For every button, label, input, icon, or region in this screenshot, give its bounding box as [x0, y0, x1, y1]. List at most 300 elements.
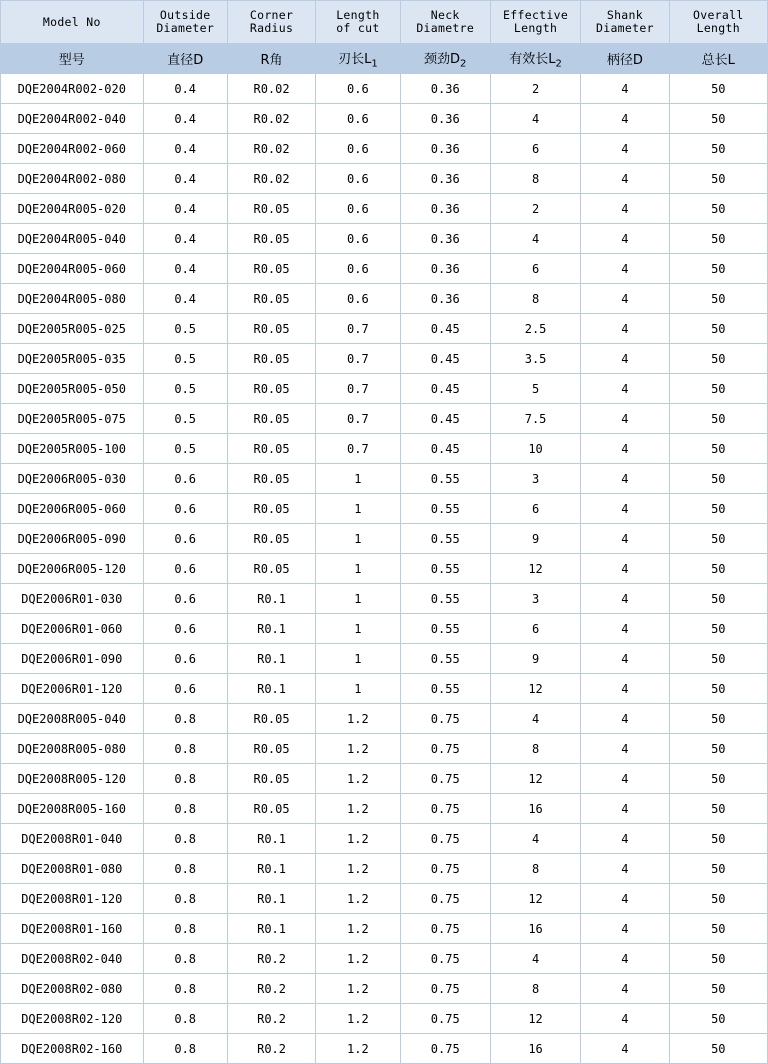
table-row [1, 134, 768, 164]
table-cell: 0.8 [143, 974, 227, 1004]
cell-model-no: DQE2004R005-060 [1, 254, 144, 284]
table-cell: 7.5 [490, 404, 580, 434]
table-cell: 1 [316, 524, 400, 554]
table-cell: 4 [581, 164, 669, 194]
table-cell: 12 [490, 674, 580, 704]
column-header-en-4 [400, 1, 490, 44]
table-cell: 50 [669, 554, 767, 584]
column-header-en-line: Length [513, 21, 558, 35]
table-cell: R0.05 [227, 524, 315, 554]
cell-model-no: DQE2005R005-050 [1, 374, 144, 404]
table-cell: 12 [490, 554, 580, 584]
table-cell: R0.2 [227, 944, 315, 974]
table-cell: 4 [581, 914, 669, 944]
table-cell: 4 [581, 764, 669, 794]
table-cell: 50 [669, 1034, 767, 1064]
cell-model-no: DQE2006R005-030 [1, 464, 144, 494]
table-cell: 4 [581, 284, 669, 314]
table-cell: 4 [581, 404, 669, 434]
table-row [1, 824, 768, 854]
table-cell: 8 [490, 284, 580, 314]
table-cell: 4 [581, 344, 669, 374]
table-cell: 1.2 [316, 974, 400, 1004]
table-cell: 0.45 [400, 404, 490, 434]
column-header-cn-text: 直径D [167, 53, 204, 68]
table-cell: 4 [581, 554, 669, 584]
table-cell: 0.7 [316, 374, 400, 404]
table-row [1, 374, 768, 404]
table-cell: 3 [490, 584, 580, 614]
cell-model-no: DQE2008R02-040 [1, 944, 144, 974]
column-header-en-line: Overall [693, 8, 744, 22]
table-cell: R0.2 [227, 974, 315, 1004]
table-cell: 1 [316, 494, 400, 524]
table-cell: 1 [316, 614, 400, 644]
table-cell: 0.7 [316, 404, 400, 434]
table-row [1, 854, 768, 884]
table-cell: 0.6 [143, 464, 227, 494]
table-row [1, 164, 768, 194]
table-cell: R0.05 [227, 224, 315, 254]
column-header-en-line: Outside [159, 8, 211, 22]
table-cell: 50 [669, 1004, 767, 1034]
table-cell: 4 [581, 434, 669, 464]
table-cell: 0.75 [400, 794, 490, 824]
table-row [1, 674, 768, 704]
table-cell: R0.05 [227, 314, 315, 344]
column-header-en-2 [227, 1, 315, 44]
table-cell: R0.2 [227, 1004, 315, 1034]
table-cell: R0.05 [227, 494, 315, 524]
table-row [1, 974, 768, 1004]
table-cell: 4 [581, 824, 669, 854]
table-cell: 0.55 [400, 584, 490, 614]
cell-model-no: DQE2005R005-035 [1, 344, 144, 374]
table-row [1, 644, 768, 674]
table-cell: 12 [490, 764, 580, 794]
table-cell: 50 [669, 344, 767, 374]
table-cell: 4 [581, 584, 669, 614]
table-cell: 0.5 [143, 344, 227, 374]
table-cell: 0.6 [143, 584, 227, 614]
table-cell: 50 [669, 944, 767, 974]
cell-model-no: DQE2008R005-040 [1, 704, 144, 734]
table-cell: 0.5 [143, 314, 227, 344]
table-row [1, 524, 768, 554]
table-cell: 0.8 [143, 794, 227, 824]
cell-model-no: DQE2008R01-080 [1, 854, 144, 884]
table-cell: R0.05 [227, 194, 315, 224]
table-cell: 4 [581, 224, 669, 254]
table-row [1, 584, 768, 614]
table-cell: 3 [490, 464, 580, 494]
table-cell: 50 [669, 584, 767, 614]
column-header-cn-0 [1, 44, 144, 74]
table-cell: 0.4 [143, 164, 227, 194]
table-cell: 10 [490, 434, 580, 464]
table-row [1, 434, 768, 464]
column-header-cn-text: R角 [260, 53, 283, 68]
cell-model-no: DQE2008R005-120 [1, 764, 144, 794]
table-cell: R0.02 [227, 164, 315, 194]
cell-model-no: DQE2008R01-040 [1, 824, 144, 854]
table-cell: 1 [316, 644, 400, 674]
table-cell: 12 [490, 1004, 580, 1034]
table-cell: R0.05 [227, 404, 315, 434]
table-cell: 0.4 [143, 224, 227, 254]
table-cell: 0.45 [400, 374, 490, 404]
table-cell: 4 [581, 674, 669, 704]
table-cell: 4 [581, 254, 669, 284]
table-cell: 8 [490, 974, 580, 1004]
column-header-cn-2 [227, 44, 315, 74]
column-header-cn-4 [400, 44, 490, 74]
table-cell: 50 [669, 914, 767, 944]
table-row [1, 344, 768, 374]
table-cell: 4 [581, 104, 669, 134]
table-cell: R0.05 [227, 464, 315, 494]
table-cell: 1.2 [316, 704, 400, 734]
header-row-chinese [1, 44, 768, 74]
column-header-cn-text: 有效长L [509, 51, 556, 67]
table-cell: 1.2 [316, 1034, 400, 1064]
table-cell: 0.6 [316, 254, 400, 284]
cell-model-no: DQE2005R005-075 [1, 404, 144, 434]
table-cell: 1.2 [316, 1004, 400, 1034]
table-cell: 4 [581, 374, 669, 404]
table-cell: 4 [581, 524, 669, 554]
table-cell: 0.6 [143, 644, 227, 674]
table-cell: 0.8 [143, 824, 227, 854]
column-header-cn-text: 刃长L [338, 51, 372, 67]
table-cell: 0.6 [143, 494, 227, 524]
table-cell: 0.8 [143, 704, 227, 734]
table-cell: 0.75 [400, 704, 490, 734]
table-cell: R0.1 [227, 854, 315, 884]
table-cell: 3.5 [490, 344, 580, 374]
table-cell: R0.02 [227, 134, 315, 164]
table-cell: 1.2 [316, 944, 400, 974]
column-header-cn-subscript: 2 [460, 58, 467, 70]
table-cell: R0.2 [227, 1034, 315, 1064]
table-cell: 0.6 [143, 674, 227, 704]
table-row [1, 914, 768, 944]
table-cell: 0.8 [143, 854, 227, 884]
cell-model-no: DQE2008R01-120 [1, 884, 144, 914]
cell-model-no: DQE2006R005-120 [1, 554, 144, 584]
table-cell: 50 [669, 974, 767, 1004]
table-cell: 0.55 [400, 494, 490, 524]
table-cell: 4 [490, 704, 580, 734]
table-cell: R0.05 [227, 764, 315, 794]
column-header-en-line: Corner [249, 8, 294, 22]
table-cell: 4 [581, 194, 669, 224]
table-cell: 50 [669, 644, 767, 674]
table-cell: 0.75 [400, 974, 490, 1004]
table-cell: 16 [490, 794, 580, 824]
table-cell: 50 [669, 194, 767, 224]
table-cell: 0.8 [143, 884, 227, 914]
cell-model-no: DQE2005R005-025 [1, 314, 144, 344]
table-cell: 0.36 [400, 194, 490, 224]
cell-model-no: DQE2004R005-020 [1, 194, 144, 224]
table-row [1, 704, 768, 734]
column-header-en-line: Radius [249, 21, 294, 35]
table-cell: 50 [669, 404, 767, 434]
table-row [1, 284, 768, 314]
column-header-en-6 [581, 1, 669, 44]
column-header-cn-text: 总长L [701, 53, 735, 68]
cell-model-no: DQE2008R005-080 [1, 734, 144, 764]
column-header-en-1 [143, 1, 227, 44]
cell-model-no: DQE2006R01-090 [1, 644, 144, 674]
column-header-cn-5 [490, 44, 580, 74]
table-row [1, 74, 768, 104]
column-header-cn-text: 型号 [58, 53, 85, 68]
table-cell: 50 [669, 224, 767, 254]
table-row [1, 734, 768, 764]
table-cell: 0.45 [400, 434, 490, 464]
table-row [1, 794, 768, 824]
table-cell: 0.6 [143, 614, 227, 644]
table-cell: 50 [669, 314, 767, 344]
table-cell: R0.05 [227, 254, 315, 284]
table-cell: 0.8 [143, 914, 227, 944]
column-header-cn-1 [143, 44, 227, 74]
table-cell: 0.6 [316, 104, 400, 134]
table-cell: 0.36 [400, 284, 490, 314]
table-cell: 50 [669, 794, 767, 824]
column-header-en-line: Diametre [416, 21, 475, 35]
table-header [1, 1, 768, 74]
cell-model-no: DQE2008R005-160 [1, 794, 144, 824]
table-cell: R0.1 [227, 824, 315, 854]
table-cell: 2 [490, 194, 580, 224]
table-cell: 50 [669, 74, 767, 104]
column-header-cn-subscript: 2 [555, 58, 562, 70]
table-cell: 0.75 [400, 764, 490, 794]
table-row [1, 764, 768, 794]
table-cell: 0.8 [143, 734, 227, 764]
table-row [1, 224, 768, 254]
table-cell: 0.4 [143, 284, 227, 314]
cell-model-no: DQE2004R005-080 [1, 284, 144, 314]
table-cell: 0.4 [143, 254, 227, 284]
table-cell: 0.6 [316, 224, 400, 254]
column-header-en-7 [669, 1, 767, 44]
table-cell: 50 [669, 674, 767, 704]
table-cell: 50 [669, 854, 767, 884]
table-cell: 4 [581, 644, 669, 674]
table-cell: 8 [490, 734, 580, 764]
table-row [1, 884, 768, 914]
table-cell: 4 [581, 1034, 669, 1064]
table-cell: 4 [581, 464, 669, 494]
column-header-en-line: Effective [503, 8, 569, 22]
column-header-en-line: Model No [42, 14, 101, 29]
table-cell: R0.05 [227, 374, 315, 404]
table-cell: 4 [581, 134, 669, 164]
table-cell: 0.8 [143, 1004, 227, 1034]
table-cell: 6 [490, 614, 580, 644]
table-cell: 4 [490, 944, 580, 974]
table-cell: 1.2 [316, 794, 400, 824]
table-cell: 0.4 [143, 74, 227, 104]
table-cell: 0.36 [400, 74, 490, 104]
table-cell: 50 [669, 884, 767, 914]
table-cell: R0.02 [227, 74, 315, 104]
table-cell: 6 [490, 254, 580, 284]
table-cell: 0.5 [143, 404, 227, 434]
cell-model-no: DQE2004R002-080 [1, 164, 144, 194]
column-header-cn-6 [581, 44, 669, 74]
table-cell: 12 [490, 884, 580, 914]
table-cell: 0.6 [316, 74, 400, 104]
table-cell: 50 [669, 824, 767, 854]
table-cell: 16 [490, 914, 580, 944]
table-row [1, 104, 768, 134]
table-cell: 0.75 [400, 884, 490, 914]
table-cell: 0.5 [143, 434, 227, 464]
table-cell: 0.7 [316, 344, 400, 374]
table-cell: 50 [669, 494, 767, 524]
column-header-en-3 [316, 1, 400, 44]
column-header-en-line: Shank [606, 8, 643, 22]
table-cell: 1 [316, 464, 400, 494]
table-cell: 8 [490, 164, 580, 194]
table-cell: 0.55 [400, 674, 490, 704]
table-cell: 1.2 [316, 734, 400, 764]
cell-model-no: DQE2006R005-090 [1, 524, 144, 554]
table-row [1, 614, 768, 644]
column-header-cn-text: 颈劲D [424, 51, 461, 67]
table-cell: 50 [669, 764, 767, 794]
header-row-english [1, 1, 768, 44]
column-header-en-line: Length [696, 21, 740, 35]
table-cell: 0.36 [400, 164, 490, 194]
table-cell: 4 [581, 854, 669, 884]
table-cell: 0.6 [316, 134, 400, 164]
table-cell: 0.75 [400, 944, 490, 974]
table-cell: 4 [581, 74, 669, 104]
table-cell: 2.5 [490, 314, 580, 344]
table-cell: 4 [581, 944, 669, 974]
cell-model-no: DQE2008R02-120 [1, 1004, 144, 1034]
table-cell: 9 [490, 644, 580, 674]
table-cell: 1 [316, 674, 400, 704]
column-header-en-0 [1, 1, 144, 44]
table-cell: 0.7 [316, 434, 400, 464]
table-cell: 4 [581, 1004, 669, 1034]
table-cell: 0.8 [143, 764, 227, 794]
table-cell: 0.45 [400, 344, 490, 374]
table-row [1, 464, 768, 494]
table-cell: 50 [669, 464, 767, 494]
table-cell: 4 [581, 614, 669, 644]
table-row [1, 1034, 768, 1064]
table-cell: 50 [669, 134, 767, 164]
column-header-cn-3 [316, 44, 400, 74]
table-row [1, 554, 768, 584]
table-cell: 0.7 [316, 314, 400, 344]
table-cell: 0.36 [400, 254, 490, 284]
table-body [1, 74, 768, 1064]
table-cell: 16 [490, 1034, 580, 1064]
table-cell: R0.1 [227, 914, 315, 944]
table-cell: R0.05 [227, 704, 315, 734]
table-cell: R0.1 [227, 884, 315, 914]
column-header-en-line: Length [336, 8, 380, 22]
table-cell: 0.4 [143, 194, 227, 224]
table-cell: 0.6 [316, 164, 400, 194]
table-row [1, 194, 768, 224]
table-cell: 50 [669, 704, 767, 734]
column-header-en-line: Diameter [596, 21, 654, 35]
column-header-en-5 [490, 1, 580, 44]
table-cell: 4 [581, 704, 669, 734]
table-cell: 0.75 [400, 734, 490, 764]
table-cell: R0.05 [227, 554, 315, 584]
table-cell: 0.75 [400, 854, 490, 884]
table-cell: 4 [581, 974, 669, 1004]
table-cell: 0.55 [400, 554, 490, 584]
table-cell: 50 [669, 254, 767, 284]
table-cell: 0.4 [143, 134, 227, 164]
column-header-cn-text: 柄径D [606, 53, 643, 68]
table-cell: 1.2 [316, 824, 400, 854]
table-cell: R0.05 [227, 284, 315, 314]
table-cell: 4 [581, 494, 669, 524]
table-cell: R0.05 [227, 794, 315, 824]
table-cell: 4 [490, 824, 580, 854]
table-cell: 0.75 [400, 1004, 490, 1034]
table-cell: 50 [669, 104, 767, 134]
table-cell: 4 [581, 314, 669, 344]
table-cell: 4 [581, 734, 669, 764]
cell-model-no: DQE2005R005-100 [1, 434, 144, 464]
table-cell: 0.8 [143, 1034, 227, 1064]
table-cell: 4 [581, 794, 669, 824]
table-cell: 9 [490, 524, 580, 554]
table-cell: 0.8 [143, 944, 227, 974]
table-cell: R0.02 [227, 104, 315, 134]
table-cell: 5 [490, 374, 580, 404]
table-cell: 0.45 [400, 314, 490, 344]
table-cell: 50 [669, 434, 767, 464]
table-cell: R0.1 [227, 644, 315, 674]
column-header-cn-subscript: 1 [371, 58, 378, 70]
table-row [1, 1004, 768, 1034]
cell-model-no: DQE2008R02-160 [1, 1034, 144, 1064]
table-row [1, 944, 768, 974]
table-cell: R0.1 [227, 584, 315, 614]
table-cell: 8 [490, 854, 580, 884]
table-cell: 4 [490, 104, 580, 134]
table-cell: 0.6 [143, 554, 227, 584]
table-row [1, 314, 768, 344]
table-cell: 1.2 [316, 854, 400, 884]
table-cell: 50 [669, 614, 767, 644]
table-row [1, 254, 768, 284]
table-cell: 0.36 [400, 104, 490, 134]
table-row [1, 404, 768, 434]
table-cell: 0.55 [400, 464, 490, 494]
table-cell: 0.6 [316, 194, 400, 224]
cell-model-no: DQE2004R005-040 [1, 224, 144, 254]
table-cell: 0.55 [400, 614, 490, 644]
table-cell: 4 [490, 224, 580, 254]
table-cell: R0.05 [227, 434, 315, 464]
